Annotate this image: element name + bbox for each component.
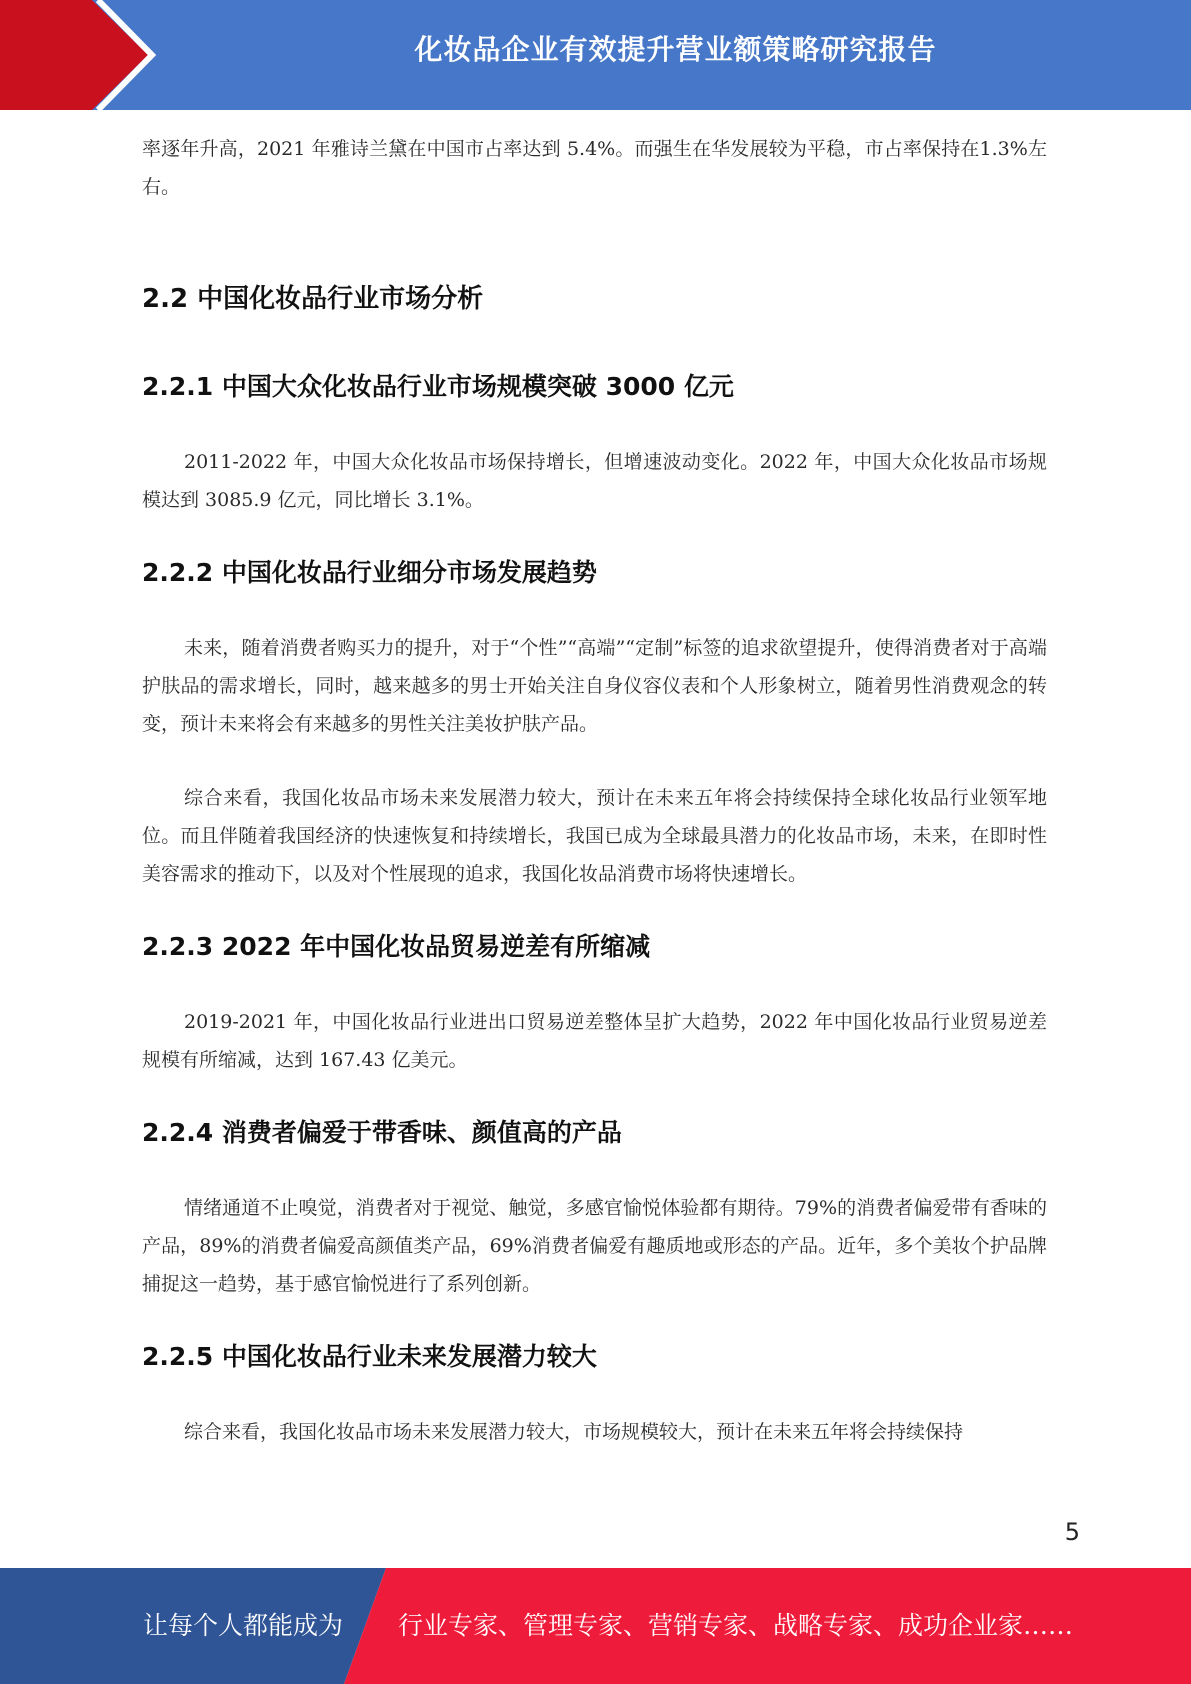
paragraph-2-2-5: 综合来看，我国化妆品市场未来发展潜力较大，市场规模较大，预计在未来五年将会持续保持 bbox=[184, 1421, 964, 1443]
page-number: 5 bbox=[1064, 1518, 1080, 1546]
section-heading-2-2-4: 2.2.4 消费者偏爱于带香味、颜值高的产品 bbox=[142, 1118, 622, 1147]
footer-banner bbox=[0, 1568, 1191, 1684]
section-heading-2-2-1: 2.2.1 中国大众化妆品行业市场规模突破 3000 亿元 bbox=[142, 372, 734, 401]
paragraph-2-2-2-b: 综合来看，我国化妆品市场未来发展潜力较大，预计在未来五年将会持续保持全球化妆品行业领军地位。而且伴随着我国经济的快速恢复和持续增长，我国已成为全球最具潜力的化妆品市场，未来，在即时性美容需求的推动下，以及对个性展现的追求，我国化妆品消费市场将快速增长。 bbox=[142, 787, 1047, 885]
document-body bbox=[142, 130, 1047, 1451]
header-arrow-decoration bbox=[0, 0, 200, 110]
section-heading-2-2: 2.2 中国化妆品行业市场分析 bbox=[142, 284, 484, 314]
paragraph-2-2-2-a: 未来，随着消费者购买力的提升，对于“个性”“高端”“定制”标签的追求欲望提升，使得消费者对于高端护肤品的需求增长，同时，越来越多的男士开始关注自身仪容仪表和个人形象树立，随着男性消费观念的转变，预计未来将会有来越多的男性关注美妆护肤产品。 bbox=[142, 637, 1047, 735]
report-title: 化妆品企业有效提升营业额策略研究报告 bbox=[414, 33, 937, 66]
section-heading-2-2-2: 2.2.2 中国化妆品行业细分市场发展趋势 bbox=[142, 558, 597, 587]
section-heading-2-2-5: 2.2.5 中国化妆品行业未来发展潜力较大 bbox=[142, 1342, 597, 1371]
paragraph-2-2-4: 情绪通道不止嗅觉，消费者对于视觉、触觉，多感官愉悦体验都有期待。79%的消费者偏爱带有香味的产品，89%的消费者偏爱高颜值类产品，69%消费者偏爱有趣质地或形态的产品。近年，多个美妆个护品牌捕捉这一趋势，基于感官愉悦进行了系列创新。 bbox=[142, 1197, 1047, 1295]
paragraph-2-2-3: 2019-2021 年，中国化妆品行业进出口贸易逆差整体呈扩大趋势，2022 年中国化妆品行业贸易逆差规模有所缩减，达到 167.43 亿美元。 bbox=[142, 1011, 1047, 1071]
footer-slogan-left: 让每个人都能成为 bbox=[143, 1611, 344, 1640]
footer-slogan-right: 行业专家、管理专家、营销专家、战略专家、成功企业家…… bbox=[398, 1611, 1074, 1640]
header-bar bbox=[0, 0, 1191, 110]
paragraph-2-2-1: 2011-2022 年，中国大众化妆品市场保持增长，但增速波动变化。2022 年，中国大众化妆品市场规模达到 3085.9 亿元，同比增长 3.1%。 bbox=[142, 451, 1047, 511]
intro-paragraph: 率逐年升高，2021 年雅诗兰黛在中国市占率达到 5.4%。而强生在华发展较为平稳，市占率保持在1.3%左右。 bbox=[142, 138, 1047, 198]
section-heading-2-2-3: 2.2.3 2022 年中国化妆品贸易逆差有所缩减 bbox=[142, 932, 651, 961]
